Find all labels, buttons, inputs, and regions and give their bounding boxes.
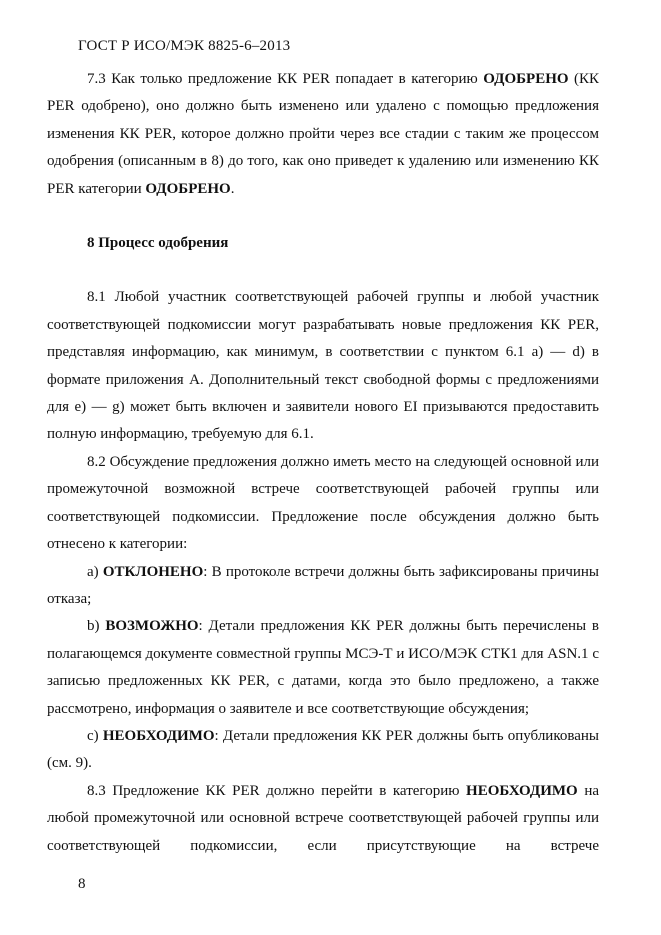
paragraph-7-3-text-3: . — [230, 180, 235, 197]
category-approved-term: ОДОБРЕНО — [483, 71, 569, 87]
list-item-c-prefix: c) — [87, 727, 103, 744]
category-required-term: НЕОБХОДИМО — [102, 727, 215, 744]
spacer — [47, 203, 599, 230]
list-item-b — [47, 613, 599, 723]
list-item-c — [47, 723, 599, 778]
list-item-a-prefix: a) — [87, 563, 103, 580]
category-approved-term-2: ОДОБРЕНО — [145, 180, 231, 197]
paragraph-7-3-text-1: 7.3 Как только предложение КК PER попадает в категорию — [87, 71, 484, 87]
paragraph-8-3-text-1: 8.3 Предложение КК PER должно перейти в категорию — [87, 782, 467, 799]
page-number: 8 — [78, 876, 86, 892]
list-item-b-prefix: b) — [87, 618, 106, 635]
category-rejected-term: ОТКЛОНЕНО — [102, 563, 204, 580]
list-item-c-text: : Детали предложения КК PER должны быть опубликованы (см. 9). — [47, 727, 600, 772]
paragraph-8-3-text-2: на любой промежуточной или основной встрече соответствующей рабочей группы или соответствующей подкомиссии, если присутствующие на встрече — [47, 782, 600, 854]
document-body — [47, 66, 599, 860]
list-item-a-text: : В протоколе встречи должны быть зафиксированы причины отказа; — [47, 563, 599, 607]
list-item-a — [47, 559, 599, 614]
document-header: ГОСТ Р ИСО/МЭК 8825-6–2013 — [78, 38, 291, 54]
spacer — [47, 257, 599, 284]
list-item-b-text: : Детали предложения КК PER должны быть перечислены в полагающемся документе совместной группы МСЭ-Т и ИСО/МЭК СТК1 для ASN.1 с записью предложенных КК PER, с датами, когда это было предложено, а также рассмотрено, информация о заявителе и все соответствующие обсуждения; — [47, 618, 599, 717]
paragraph-7-3-text-2: (КК PER одобрено), оно должно быть изменено или удалено с помощью предложения изменения КК PER, которое должно пройти через все стадии с таким же процессом одобрения (описанным в 8) до того, как оно приведет к удалению или изменению КК PER категории — [47, 71, 600, 197]
paragraph-8-1: 8.1 Любой участник соответствующей рабочей группы и любой участник соответствующей подкомиссии могут разрабатывать новые предложения КК PER, представляя информацию, как минимум, в соответствии с пунктом 6.1 a) — d) в формате приложения A. Дополнительный текст свободной формы с предложениями для e) — g) может быть включен и заявители нового EI призываются предоставить полную информацию, требуемую для 6.1. — [47, 289, 599, 443]
paragraph-8-3 — [47, 778, 599, 860]
paragraph-7-3 — [47, 66, 599, 203]
category-required-term-2: НЕОБХОДИМО — [466, 782, 578, 799]
category-possible-term: ВОЗМОЖНО — [105, 618, 199, 635]
paragraph-8-2: 8.2 Обсуждение предложения должно иметь место на следующей основной или промежуточной возможной встрече соответствующей рабочей группы или соответствующей подкомиссии. Предложение после обсуждения должно быть отнесено к категории: — [47, 453, 599, 553]
section-8-heading: 8 Процесс одобрения — [87, 235, 229, 252]
